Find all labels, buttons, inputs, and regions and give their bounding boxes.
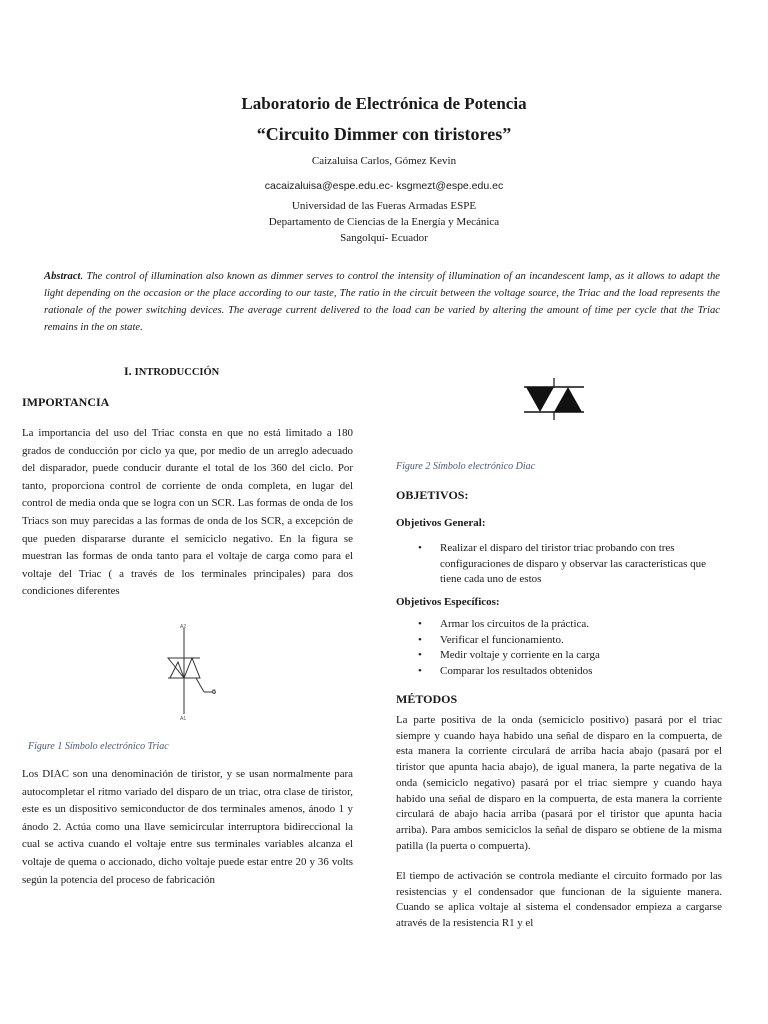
author-emails: cacaizaluisa@espe.edu.ec- ksgmezt@espe.edu.ec — [264, 180, 504, 192]
list-item: • Medir voltaje y corriente en la carga — [396, 648, 722, 664]
objetivos-especificos-list — [396, 617, 722, 679]
heading-objetivos: OBJETIVOS: — [396, 488, 469, 502]
section-title: INTRODUCCIÓN — [134, 367, 220, 378]
abstract-text: . The control of illumination also known as dimmer serves to control the intensity of illumination of an incandescent lamp, as it allows to adapt the light depending on the occasion or the place according to our taste, The ratio in the circuit between the voltage source, the Triac and the load represents the rationale of the power switching devices. The average current delivered to the load can be varied by altering the amount of time per cycle that the Triac remains in the on state. — [44, 271, 720, 333]
authors: Caizaluisa Carlos, Gómez Kevin — [311, 155, 457, 167]
diac-symbol-figure — [520, 378, 588, 420]
list-item: • Realizar el disparo del tiristor triac probando con tres configuraciones de disparo y observar las características que tiene cada uno de estos — [396, 541, 722, 588]
heading-objetivos-general: Objetivos General: — [396, 517, 486, 529]
list-item: • Verificar el funcionamiento. — [396, 633, 722, 649]
figure-1-caption: Figure 1 Símbolo electrónico Triac — [28, 741, 169, 752]
affiliation-university: Universidad de las Fueras Armadas ESPE — [291, 200, 477, 212]
abstract-label: Abstract — [44, 271, 81, 282]
affiliation-location: Sangolquí- Ecuador — [340, 232, 428, 244]
section-number: I. — [124, 364, 132, 378]
fig1-label-a2: A2 — [180, 624, 187, 630]
paper-title: Laboratorio de Electrónica de Potencia — [241, 94, 527, 113]
abstract — [44, 268, 720, 336]
fig1-label-g: G — [212, 689, 216, 695]
objetivos-general-list — [396, 541, 722, 588]
triac-symbol-figure — [160, 622, 220, 724]
fig1-label-a1: A1 — [180, 716, 187, 722]
figure-2-caption: Figure 2 Símbolo electrónico Diac — [396, 461, 536, 472]
heading-metodos: MÉTODOS — [396, 692, 458, 706]
diac-paragraph: Los DIAC son una denominación de tiristor, y se usan normalmente para autocompletar el ritmo variado del disparo de un triac, otra clase de tiristor, este es un dispositivo semiconductor de dos terminales amenos, ánodo 1 y ánodo 2. Actúa como una llave semicircular interruptora bidireccional la cual se activa cuando el voltaje entre sus terminales variables alcanza el voltaje de quema o accionado, dicho voltaje puede estar entre 20 y 36 volts según la potencia del proceso de fabricación — [22, 768, 353, 886]
tiempo-activacion-paragraph: El tiempo de activación se controla mediante el circuito formado por las resistencias y el condensador que funcionan de la siguiente manera. Cuando se aplica voltaje al sistema el condensador empieza a cargarse através de la resistencia R1 y el — [396, 870, 722, 930]
heading-objetivos-especificos: Objetivos Específicos: — [396, 596, 500, 608]
list-item: • Armar los circuitos de la práctica. — [396, 617, 722, 633]
affiliation-department: Departamento de Ciencias de la Energía y Mecánica — [268, 216, 500, 228]
section-heading-introduccion — [124, 364, 219, 379]
subheading-importancia: IMPORTANCIA — [22, 395, 110, 409]
metodos-paragraph: La parte positiva de la onda (semiciclo positivo) pasará por el triac siempre y cuando haya habido una señal de disparo en la compuerta, de esta manera la corriente circulará de arriba hacia abajo (pasará por el tiristor que apunta hacia abajo), de igual manera, la parte negativa de la onda (semiciclo negativo) pasará por el triac siempre y cuando haya habido una señal de disparo en la compuerta, de esta manera la corriente circulará de abajo hacia arriba (pasará por el tiristor que apunta hacia arriba). Para ambos semiciclos la señal de disparo se obtiene de la misma patilla (la puerta o compuerta). — [396, 714, 722, 852]
list-item: • Comparar los resultados obtenidos — [396, 664, 722, 680]
intro-paragraph: La importancia del uso del Triac consta en que no está limitado a 180 grados de conducción por ciclo ya que, por medio de un arreglo adecuado del disparador, puede conducir durante el total de los 360 del ciclo. Por tanto, proporciona control de corriente de onda completa, en lugar del control de media onda que se logra con un SCR. Las formas de onda de los Triacs son muy parecidas a las formas de onda de los SCR, a excepción de que pueden dispararse durante el semiciclo negativo. En la figura se muestran las formas de onda tanto para el voltaje de carga como para el voltaje del Triac ( a través de los terminales principales) para dos condiciones diferentes — [22, 427, 353, 598]
paper-subtitle: “Circuito Dimmer con tiristores” — [256, 124, 512, 144]
